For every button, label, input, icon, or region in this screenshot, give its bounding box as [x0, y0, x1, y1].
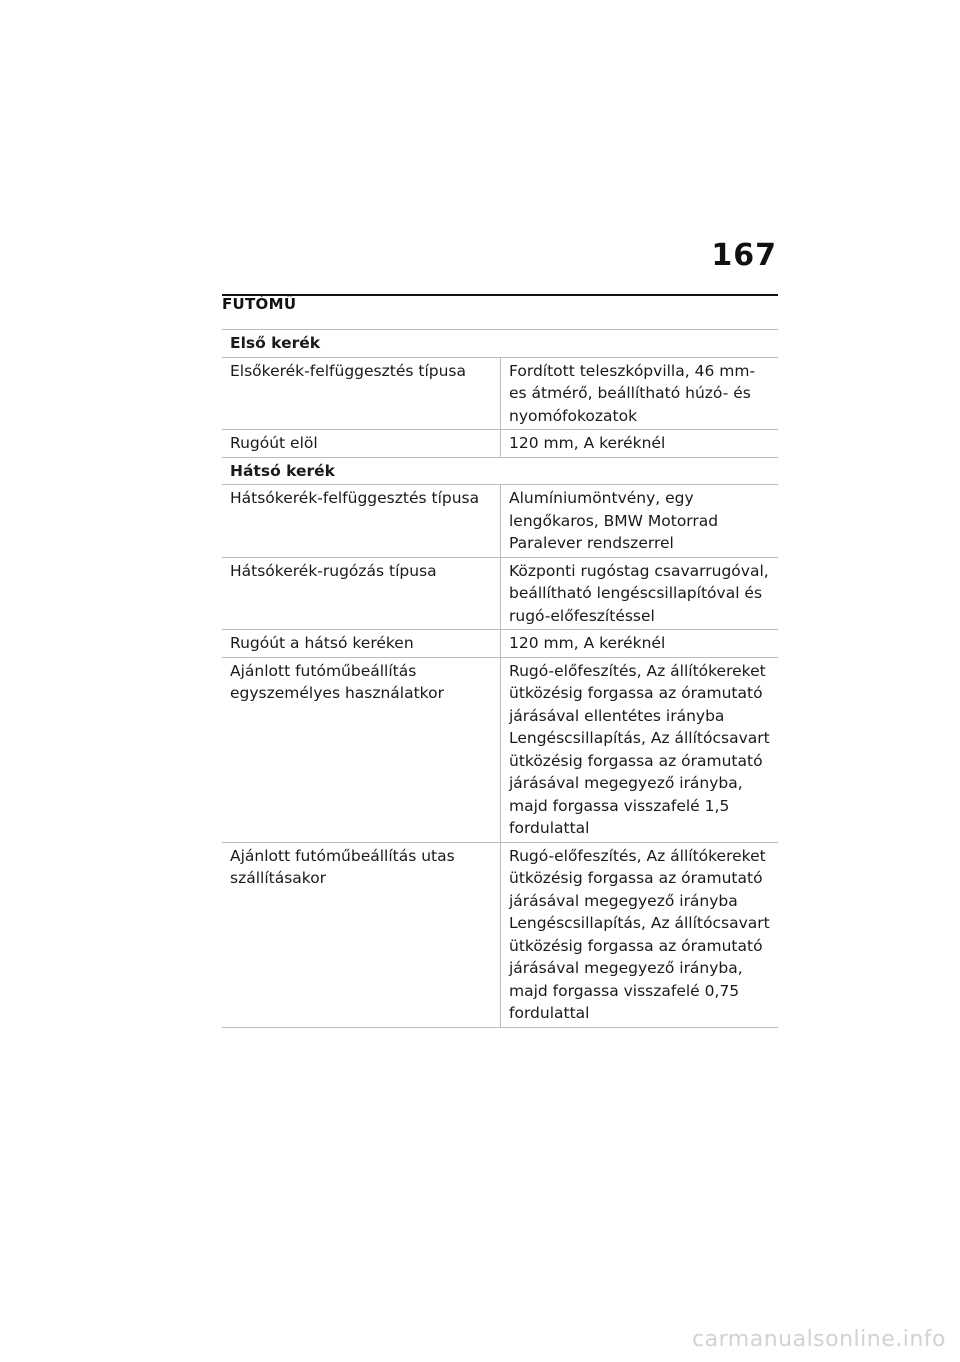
- spec-value: [501, 357, 779, 430]
- page-number: 167: [711, 238, 777, 273]
- spec-row: [222, 630, 778, 658]
- spec-value-line: 120 mm, A keréknél: [509, 434, 666, 452]
- spec-value: [501, 657, 779, 842]
- spec-table: [222, 329, 778, 1028]
- spec-row: [222, 357, 778, 430]
- group-row-rear: [222, 457, 778, 485]
- spec-value: [501, 485, 779, 558]
- spec-label: Elsőkerék-felfüggesztés típusa: [222, 357, 501, 430]
- spec-table-body: [222, 330, 778, 1028]
- spec-value-line: 120 mm, A keréknél: [509, 634, 666, 652]
- spec-value: [501, 842, 779, 1027]
- spec-label: Hátsókerék-rugózás típusa: [222, 557, 501, 630]
- spec-value: [501, 557, 779, 630]
- spec-value: [501, 430, 779, 458]
- spec-value-line: Fordított teleszkópvilla, 46 mm-es átmérő, beállítható húzó- és nyomófokozatok: [509, 361, 756, 425]
- section-title: FUTÓMŰ: [222, 295, 297, 313]
- spec-row: [222, 657, 778, 842]
- spec-label: Ajánlott futóműbeállítás utas szállításakor: [222, 842, 501, 1027]
- watermark: carmanualsonline.info: [692, 1327, 946, 1352]
- group-title-rear: Hátsó kerék: [222, 457, 778, 485]
- spec-row: [222, 557, 778, 630]
- spec-row: [222, 842, 778, 1027]
- spec-row: [222, 485, 778, 558]
- spec-label: Rugóút a hátsó keréken: [222, 630, 501, 658]
- spec-label: Ajánlott futóműbeállítás egyszemélyes használatkor: [222, 657, 501, 842]
- spec-value-line: Alumíniumöntvény, egy lengőkaros, BMW Motorrad Paralever rendszerrel: [509, 489, 719, 552]
- spec-value-line: Központi rugóstag csavarrugóval, beállítható lengéscsillapítóval és rugó-előfeszítéssel: [509, 561, 769, 625]
- spec-value-line: Rugó-előfeszítés, Az állítókereket ütközésig forgassa az óramutató járásával ellentétes irányba: [509, 661, 766, 725]
- spec-label: Rugóút elöl: [222, 430, 501, 458]
- group-row-front: [222, 330, 778, 358]
- section-rule: [222, 294, 778, 296]
- spec-value-line: Rugó-előfeszítés, Az állítókereket ütközésig forgassa az óramutató járásával megegyező irányba: [509, 846, 766, 910]
- group-title-front: Első kerék: [222, 330, 778, 358]
- spec-label: Hátsókerék-felfüggesztés típusa: [222, 485, 501, 558]
- spec-row: [222, 430, 778, 458]
- spec-value-line: Lengéscsillapítás, Az állítócsavart ütközésig forgassa az óramutató járásával megegyező irányba, majd forgassa visszafelé 1,5 fordulattal: [509, 729, 770, 837]
- spec-value-line: Lengéscsillapítás, Az állítócsavart ütközésig forgassa az óramutató járásával megegyező irányba, majd forgassa visszafelé 0,75 fordulattal: [509, 914, 770, 1022]
- spec-value: [501, 630, 779, 658]
